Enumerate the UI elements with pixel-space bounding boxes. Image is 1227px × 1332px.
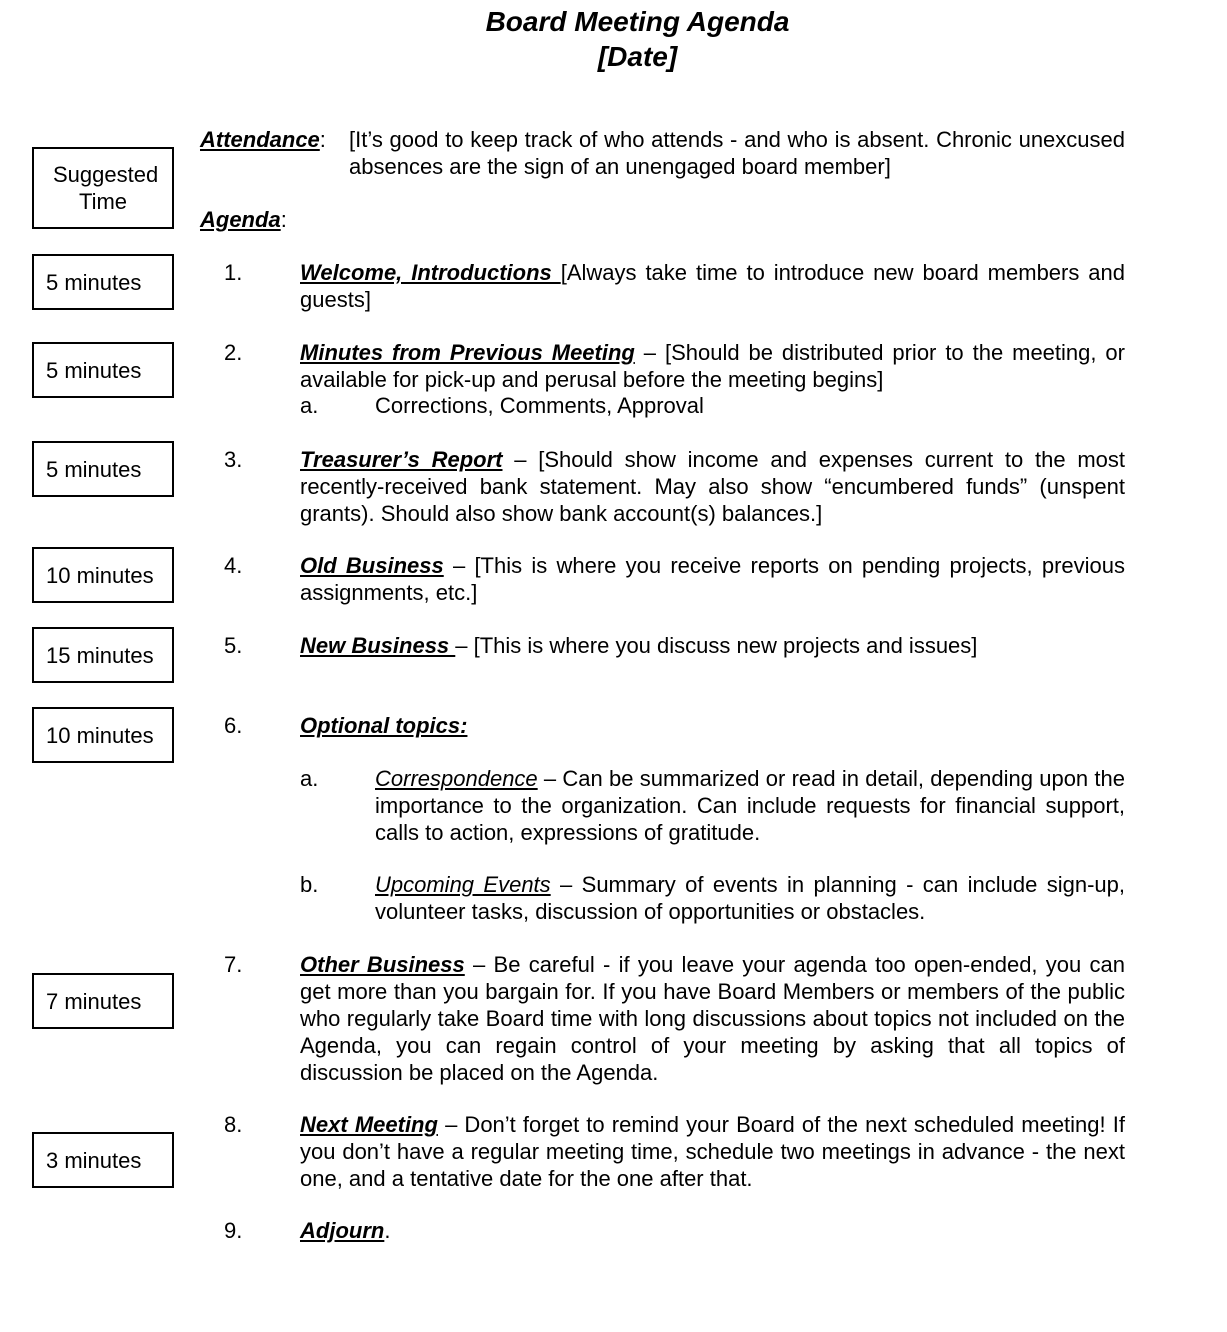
agenda-item-8: [300, 1111, 1125, 1192]
item-number: 3.: [224, 447, 243, 472]
item-title: Treasurer’s Report: [300, 447, 503, 472]
time-box-3: [32, 441, 174, 497]
item-title: Welcome, Introductions: [300, 260, 561, 285]
item-text: – Don’t forget to remind your Board of the next scheduled meeting! If you don’t have a regular meeting time, schedule two meetings in advance - the next one, and a tentative date for the one after that.: [300, 1112, 1125, 1191]
document-title: Board Meeting Agenda: [485, 6, 790, 37]
item-title: Next Meeting: [300, 1112, 438, 1137]
item-title: Other Business: [300, 952, 465, 977]
sub-item-title: Correspondence: [375, 766, 538, 791]
attendance-label: Attendance: [200, 127, 320, 152]
item-number: 1.: [224, 260, 243, 285]
agenda-label-wrap: Agenda:: [200, 207, 287, 232]
agenda-item-6: [300, 712, 1125, 739]
time-value: 5 minutes: [46, 456, 142, 482]
time-value: 7 minutes: [46, 988, 142, 1014]
time-value: 3 minutes: [46, 1147, 142, 1173]
item-text: .: [384, 1218, 391, 1243]
time-box-5: [32, 627, 174, 683]
attendance-text: [It’s good to keep track of who attends - and who is absent. Chronic unexcused absences are the sign of an unengaged board member]: [349, 127, 1125, 179]
item-title: Old Business: [300, 553, 444, 578]
document-date: [Date]: [597, 41, 678, 72]
agenda-item-9: [300, 1217, 1125, 1244]
time-value: 15 minutes: [46, 642, 154, 668]
item-title: Minutes from Previous Meeting: [300, 340, 635, 365]
item-text: – Be careful - if you leave your agenda too open-ended, you can get more than you bargain for. If you have Board Members or members of the public who regularly take Board time with long discussions about topics not included on the Agenda, you can regain control of your meeting by asking that all topics of discussion be placed on the Agenda.: [300, 952, 1125, 1085]
time-box-4: [32, 547, 174, 603]
item-number: 5.: [224, 633, 243, 658]
item-title: Optional topics:: [300, 713, 468, 738]
agenda-label: Agenda: [200, 207, 281, 232]
sub-item-text: – Summary of events in planning - can include sign-up, volunteer tasks, discussion of opportunities or obstacles.: [375, 872, 1125, 924]
suggested-time-header: [32, 147, 174, 229]
attendance-label-wrap: Attendance:: [200, 127, 326, 152]
sub-item-text: Corrections, Comments, Approval: [375, 393, 704, 418]
item-text: – [This is where you discuss new projects and issues]: [455, 633, 978, 658]
time-value: 5 minutes: [46, 357, 142, 383]
item-number: 8.: [224, 1112, 243, 1137]
time-box-7: [32, 973, 174, 1029]
sub-item-letter: a.: [300, 393, 319, 418]
item-number: 4.: [224, 553, 243, 578]
document-title-block: [0, 4, 1227, 74]
item-title: Adjourn: [300, 1218, 385, 1243]
sub-item-upcoming-events: [375, 871, 1125, 925]
time-value: 5 minutes: [46, 269, 142, 295]
time-value: 10 minutes: [46, 562, 154, 588]
agenda-item-5: [300, 632, 1125, 659]
agenda-item-4: [300, 552, 1125, 606]
sub-item-correspondence: [375, 765, 1125, 846]
time-box-1: [32, 254, 174, 310]
time-box-6: [32, 707, 174, 763]
item-number: 6.: [224, 713, 243, 738]
agenda-item-2: [300, 339, 1125, 393]
sub-item-text: – Can be summarized or read in detail, depending upon the importance to the organization. Can include requests for financial support, calls to action, expressions of gratitude.: [375, 766, 1125, 845]
time-box-2: [32, 342, 174, 398]
time-value: 10 minutes: [46, 722, 154, 748]
item-title: New Business: [300, 633, 456, 658]
item-number: 9.: [224, 1218, 243, 1243]
agenda-item-3: [300, 446, 1125, 527]
agenda-item-1: [300, 259, 1125, 313]
item-number: 2.: [224, 340, 243, 365]
sub-item-letter: b.: [300, 872, 319, 897]
item-text: – [Should be distributed prior to the meeting, or available for pick-up and perusal before the meeting begins]: [300, 340, 1125, 392]
item-text: [Always take time to introduce new board members and guests]: [300, 260, 1126, 312]
agenda-item-7: [300, 951, 1125, 1086]
item-number: 7.: [224, 952, 243, 977]
item-text: – [Should show income and expenses current to the most recently-received bank statement. May also show “encumbered funds” (unspent grants). Should also show bank account(s) balances.]: [300, 447, 1125, 526]
suggested-time-label: Suggested Time: [53, 162, 159, 214]
sub-item-title: Upcoming Events: [375, 872, 551, 897]
sub-item-letter: a.: [300, 766, 319, 791]
item-text: – [This is where you receive reports on pending projects, previous assignments, etc.]: [300, 553, 1126, 605]
time-box-8: [32, 1132, 174, 1188]
